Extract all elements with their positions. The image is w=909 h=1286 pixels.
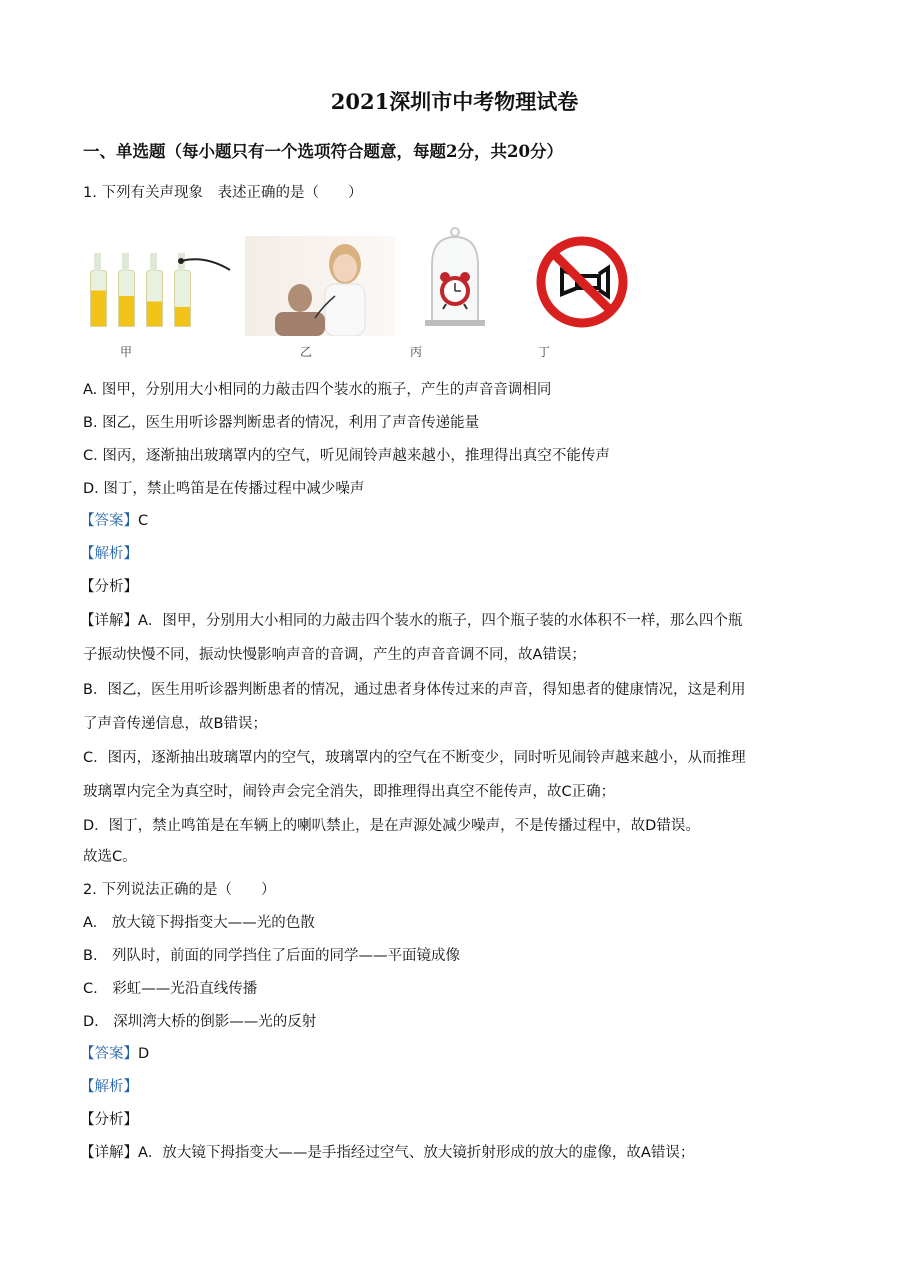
page-title: 2021深圳市中考物理试卷 [330,89,579,114]
caption-jia: 甲 [120,345,133,359]
figure-ding-no-horn-sign [532,232,632,332]
caption-yi: 乙 [300,345,313,359]
q1-detail-line-3: B．图乙，医生用听诊器判断患者的情况，通过患者身体传过来的声音，得知患者的健康情况，这是利用 [83,682,746,698]
q2-answer [80,1044,149,1064]
q1-detail-line-2: 子振动快慢不同，振动快慢影响声音的音调，产生的声音音调不同，故A错误； [83,647,586,663]
q1-detail-line-8: 故选C。 [83,849,137,865]
q1-option-a: A. 图甲，分别用大小相同的力敲击四个装水的瓶子，产生的声音音调相同 [83,382,552,398]
caption-bing: 丙 [410,345,423,359]
figure-jia-bottles [85,225,235,330]
detail-text: A．图甲，分别用大小相同的力敲击四个装水的瓶子，四个瓶子装的水体积不一样，那么四个瓶 [138,613,743,629]
detail-tag: 【详解】 [80,613,138,629]
section-heading: 一、单选题（每小题只有一个选项符合题意，每题2分，共20分） [83,142,563,161]
answer-value: C [138,513,149,529]
q1-option-b: B. 图乙，医生用听诊器判断患者的情况，利用了声音传递能量 [83,415,480,431]
answer-value: D [138,1046,150,1062]
detail-tag: 【详解】 [80,1145,138,1161]
q1-detail-line-7: D．图丁，禁止鸣笛是在车辆上的喇叭禁止，是在声源处减少噪声，不是传播过程中，故D错误。 [83,818,700,834]
figure-bing-bell-jar [410,225,500,335]
q1-stem: 1. 下列有关声现象 表述正确的是（ ） [83,185,363,201]
q1-detail-line-5: C．图丙，逐渐抽出玻璃罩内的空气，玻璃罩内的空气在不断变少，同时听见闹铃声越来越小，从而推理 [83,750,746,766]
q1-answer [80,511,148,531]
q2-option-d: D. 深圳湾大桥的倒影——光的反射 [83,1014,317,1030]
answer-tag: 【答案】 [80,513,138,529]
answer-tag: 【答案】 [80,1046,138,1062]
q1-analysis-tag: 【解析】 [80,546,138,562]
q2-stem: 2. 下列说法正确的是（ ） [83,882,276,898]
q2-option-c: C. 彩虹——光沿直线传播 [83,981,258,997]
q1-option-d: D. 图丁，禁止鸣笛是在传播过程中减少噪声 [83,481,365,497]
q1-fenxi-tag: 【分析】 [80,579,138,595]
q1-detail-line-1 [80,611,742,631]
detail-text: A．放大镜下拇指变大——是手指经过空气、放大镜折射形成的放大的虚像，故A错误； [138,1145,695,1161]
caption-ding: 丁 [538,345,551,359]
q2-analysis-tag: 【解析】 [80,1079,138,1095]
q2-fenxi-tag: 【分析】 [80,1112,138,1128]
q1-detail-line-4: 了声音传递信息，故B错误； [83,716,267,732]
q2-option-b: B. 列队时，前面的同学挡住了后面的同学——平面镜成像 [83,948,461,964]
q1-option-c: C. 图丙，逐渐抽出玻璃罩内的空气，听见闹铃声越来越小，推理得出真空不能传声 [83,448,610,464]
figure-yi-doctor [245,236,395,336]
q2-detail-line-1 [80,1143,694,1163]
q2-option-a: A. 放大镜下拇指变大——光的色散 [83,915,315,931]
q1-detail-line-6: 玻璃罩内完全为真空时，闹铃声会完全消失，即推理得出真空不能传声，故C正确； [83,784,616,800]
